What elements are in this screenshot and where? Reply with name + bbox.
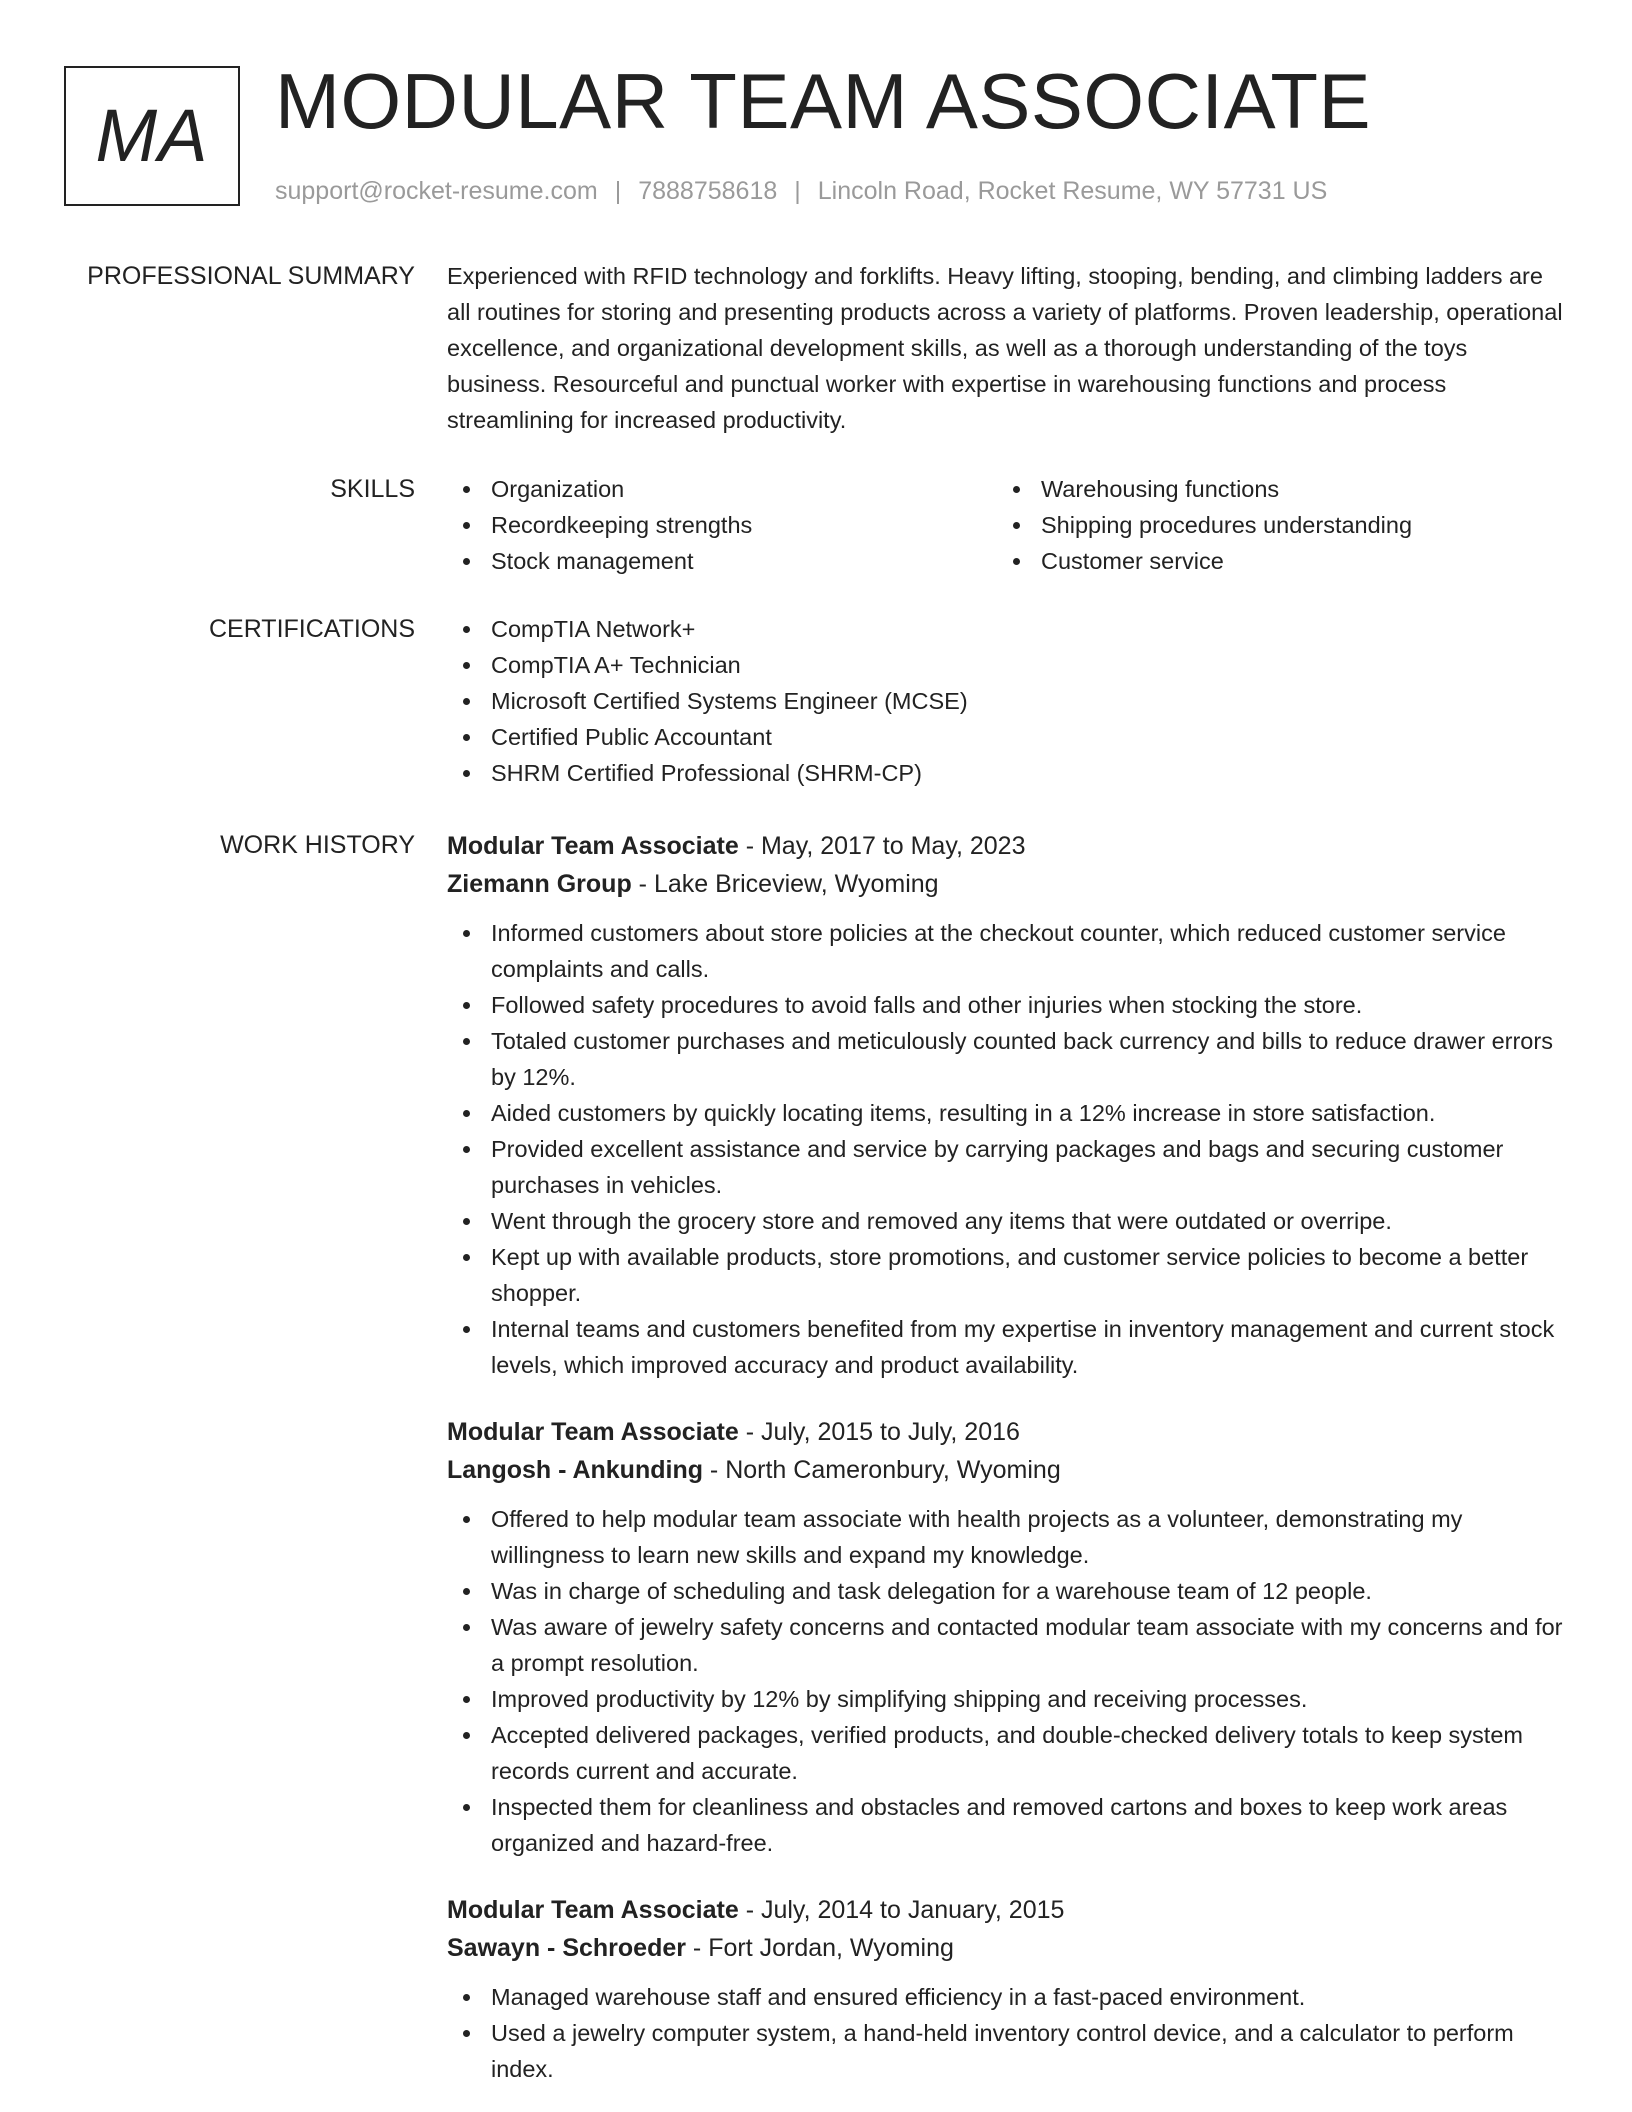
skills-body [447, 471, 1571, 579]
job-location: - Fort Jordan, Wyoming [685, 1934, 954, 1962]
job-bullet: Totaled customer purchases and meticulously counted back currency and bills to reduce drawer errors by 12%. [447, 1023, 1571, 1095]
certification-item: SHRM Certified Professional (SHRM-CP) [447, 755, 1571, 791]
job-bullets [447, 915, 1571, 1383]
job-bullet: Provided excellent assistance and service by carrying packages and bags and securing customer purchases in vehicles. [447, 1131, 1571, 1203]
job-bullet: Was in charge of scheduling and task delegation for a warehouse team of 12 people. [447, 1573, 1571, 1609]
job-dates: - May, 2017 to May, 2023 [738, 832, 1026, 860]
skill-item: Organization [447, 471, 997, 507]
job-bullet: Went through the grocery store and removed any items that were outdated or overripe. [447, 1203, 1571, 1239]
certifications-body [447, 611, 1571, 791]
job-company: Sawayn - Schroeder [447, 1934, 686, 1962]
job-title-line [447, 1413, 1571, 1451]
certification-item: CompTIA A+ Technician [447, 647, 1571, 683]
job-bullet: Accepted delivered packages, verified products, and double-checked delivery totals to keep system records current and accurate. [447, 1717, 1571, 1789]
skill-item: Stock management [447, 543, 997, 579]
contact-separator: | [614, 177, 622, 205]
certification-item: Certified Public Accountant [447, 719, 1571, 755]
job-bullet: Inspected them for cleanliness and obstacles and removed cartons and boxes to keep work areas organized and hazard-free. [447, 1789, 1571, 1861]
job-bullets [447, 1979, 1571, 2087]
skill-item: Customer service [997, 543, 1547, 579]
skill-item: Warehousing functions [997, 471, 1547, 507]
job-title: Modular Team Associate [447, 1418, 739, 1446]
job-bullet: Internal teams and customers benefited from my expertise in inventory management and current stock levels, which improved accuracy and product availability. [447, 1311, 1571, 1383]
job-company-line [447, 865, 1571, 903]
job-bullet: Aided customers by quickly locating items, resulting in a 12% increase in store satisfaction. [447, 1095, 1571, 1131]
job-company-line [447, 1451, 1571, 1489]
job-bullet: Followed safety procedures to avoid falls and other injuries when stocking the store. [447, 987, 1571, 1023]
contact-email: support@rocket-resume.com [275, 177, 598, 205]
job-bullet: Was aware of jewelry safety concerns and contacted modular team associate with my concerns and for a prompt resolution. [447, 1609, 1571, 1681]
job-title: Modular Team Associate [447, 832, 739, 860]
work-history-body [447, 827, 1571, 2087]
job-bullets [447, 1501, 1571, 1861]
summary-label: PROFESSIONAL SUMMARY [87, 262, 415, 290]
job-location: - North Cameronbury, Wyoming [702, 1456, 1061, 1484]
certification-item: Microsoft Certified Systems Engineer (MCSE) [447, 683, 1571, 719]
job-bullet: Managed warehouse staff and ensured efficiency in a fast-paced environment. [447, 1979, 1571, 2015]
job-bullet: Informed customers about store policies at the checkout counter, which reduced customer service complaints and calls. [447, 915, 1571, 987]
job-bullet: Improved productivity by 12% by simplifying shipping and receiving processes. [447, 1681, 1571, 1717]
contact-line [275, 175, 1327, 207]
job-dates: - July, 2014 to January, 2015 [738, 1896, 1065, 1924]
skills-label: SKILLS [330, 475, 415, 503]
monogram-initials: MA [95, 94, 209, 177]
summary-body [447, 258, 1571, 438]
skill-item: Shipping procedures understanding [997, 507, 1547, 543]
job-company-line [447, 1929, 1571, 1967]
monogram-logo [64, 66, 240, 206]
job-title-line [447, 827, 1571, 865]
contact-address: Lincoln Road, Rocket Resume, WY 57731 US [817, 177, 1328, 205]
job-bullet: Offered to help modular team associate with health projects as a volunteer, demonstrating my willingness to learn new skills and expand my knowledge. [447, 1501, 1571, 1573]
job-title: Modular Team Associate [447, 1896, 739, 1924]
skills-list-left [447, 471, 997, 579]
job-dates: - July, 2015 to July, 2016 [738, 1418, 1020, 1446]
certification-item: CompTIA Network+ [447, 611, 1571, 647]
job-entry [447, 827, 1571, 1383]
summary-text: Experienced with RFID technology and forklifts. Heavy lifting, stooping, bending, and climbing ladders are all routines for storing and presenting products across a variety of platforms. Proven leadership, operational excellence, and organizational development skills, as well as a thorough understanding of the toys business. Resourceful and punctual worker with expertise in warehousing functions and process streamlining for increased productivity. [447, 263, 1563, 433]
job-company: Langosh - Ankunding [447, 1456, 703, 1484]
skill-item: Recordkeeping strengths [447, 507, 997, 543]
certifications-label: CERTIFICATIONS [208, 615, 415, 643]
job-location: - Lake Briceview, Wyoming [631, 870, 939, 898]
job-company: Ziemann Group [447, 870, 632, 898]
certifications-list [447, 611, 1571, 791]
job-bullet: Kept up with available products, store promotions, and customer service policies to become a better shopper. [447, 1239, 1571, 1311]
candidate-name: MODULAR TEAM ASSOCIATE [275, 57, 1371, 145]
work-history-label: WORK HISTORY [220, 831, 415, 859]
job-entry [447, 1413, 1571, 1861]
job-entry [447, 1891, 1571, 2087]
contact-separator: | [794, 177, 801, 205]
job-bullet: Used a jewelry computer system, a hand-held inventory control device, and a calculator to perform index. [447, 2015, 1571, 2087]
skills-list-right [997, 471, 1547, 579]
contact-phone: 7888758618 [638, 177, 778, 205]
job-title-line [447, 1891, 1571, 1929]
